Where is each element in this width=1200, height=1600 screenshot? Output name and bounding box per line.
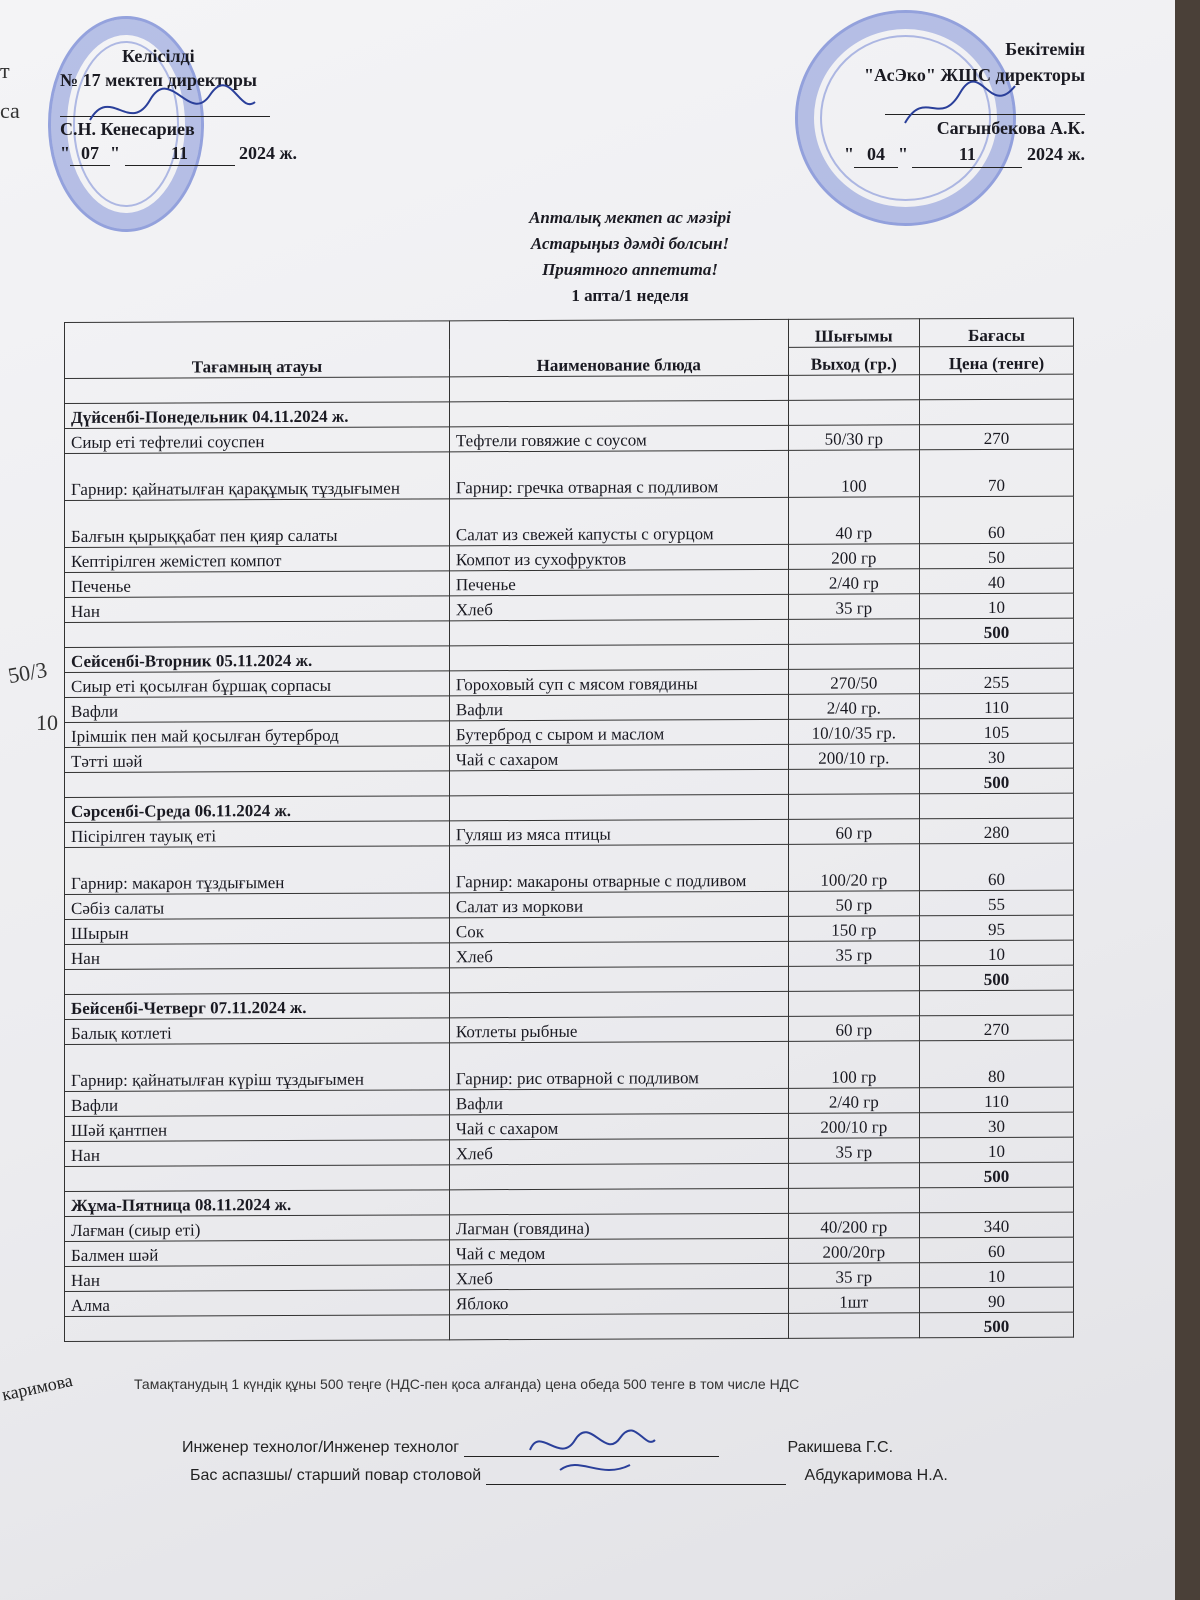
header-price-ru: Цена (тенге) — [920, 346, 1074, 375]
portion-output: 2/40 гр — [788, 569, 919, 595]
dish-name-ru: Вафли — [449, 694, 788, 720]
price-value: 60 — [920, 496, 1074, 544]
dish-name-kz: Гарнир: қайнатылған қарақұмық тұздығымен — [65, 452, 450, 501]
portion-output: 35 гр — [788, 1263, 919, 1289]
edge-fragment: т — [0, 58, 10, 83]
table-row — [65, 496, 1074, 547]
dish-name-kz: Нан — [65, 596, 450, 623]
dish-name-kz — [65, 1165, 450, 1192]
dish-name-ru: Тефтели говяжие с соусом — [449, 425, 788, 451]
portion-output: 200 гр — [788, 544, 919, 570]
edge-fragment: 10 — [36, 710, 58, 735]
dish-name-kz: Шәй қантпен — [65, 1115, 450, 1142]
approval-date-day: 04 — [854, 141, 898, 168]
dish-name-ru: Лагман (говядина) — [449, 1213, 788, 1239]
portion-output: 200/10 гр — [788, 1113, 919, 1139]
price-footnote: Тамақтанудың 1 күндік құны 500 теңге (НДС-пен қоса алғанда) цена обеда 500 тенге в том числе НДС — [134, 1376, 800, 1392]
dish-name-ru — [449, 644, 788, 670]
price-value: 500 — [920, 1312, 1074, 1338]
approval-block-left: Келісілді № 17 мектеп директоры С.Н. Кенесариев " 07 " 11 2024 ж. — [60, 44, 297, 166]
dish-name-kz: Вафли — [65, 696, 450, 723]
price-value: 90 — [920, 1287, 1074, 1313]
edge-fragment: каримова — [0, 1370, 75, 1405]
dish-name-ru — [449, 619, 788, 645]
dish-name-kz: Сиыр еті тефтелиі соуспен — [65, 427, 450, 454]
signature-name: Ракишева Г.С. — [787, 1439, 894, 1456]
dish-name-kz: Дүйсенбі-Понедельник 04.11.2024 ж. — [65, 402, 450, 429]
price-value: 500 — [920, 618, 1074, 644]
dish-name-kz: Гарнир: қайнатылған күріш тұздығымен — [65, 1043, 450, 1092]
portion-output — [788, 1188, 919, 1214]
table-row — [65, 1040, 1074, 1091]
portion-output: 100 гр — [788, 1041, 919, 1089]
price-value: 280 — [920, 818, 1074, 844]
table-row — [65, 843, 1074, 894]
dish-name-ru: Чай с сахаром — [449, 1113, 788, 1139]
dish-name-ru: Салат из свежей капусты с огурцом — [449, 497, 788, 545]
dish-name-kz — [65, 968, 450, 995]
dish-name-kz: Нан — [65, 943, 450, 970]
price-value: 95 — [920, 915, 1074, 941]
dish-name-ru: Чай с медом — [449, 1238, 788, 1264]
portion-output: 60 гр — [788, 1016, 919, 1042]
portion-output — [788, 794, 919, 820]
signature-scribble — [900, 78, 1020, 138]
header-output-kz: Шығымы — [788, 319, 919, 348]
dish-name-ru: Салат из моркови — [449, 891, 788, 917]
portion-output: 35 гр — [788, 1138, 919, 1164]
dish-name-kz: Шырын — [65, 918, 450, 945]
approval-name: Сагынбекова А.К. — [936, 118, 1085, 138]
price-value — [920, 399, 1074, 425]
price-value: 500 — [920, 965, 1074, 991]
dish-name-kz: Сәрсенбі-Среда 06.11.2024 ж. — [65, 796, 450, 823]
dish-name-ru: Котлеты рыбные — [449, 1016, 788, 1042]
dish-name-kz: Балғын қырыққабат пен қияр салаты — [65, 499, 450, 548]
dish-name-kz: Балмен шәй — [65, 1240, 450, 1267]
dish-name-ru: Гарнир: макароны отварные с подливом — [449, 844, 788, 892]
edge-fragment: са — [0, 98, 20, 123]
price-value — [920, 643, 1074, 669]
dish-name-kz: Ірімшік пен май қосылған бутерброд — [65, 721, 450, 748]
dish-name-ru: Вафли — [449, 1088, 788, 1114]
dish-name-ru: Чай с сахаром — [449, 744, 788, 770]
price-value: 30 — [920, 743, 1074, 769]
heading-line: Астарыңыз дәмді болсын! — [530, 234, 730, 253]
dish-name-ru: Хлеб — [449, 1138, 788, 1164]
dish-name-ru — [449, 991, 788, 1017]
price-value: 60 — [920, 1237, 1074, 1263]
dish-name-ru: Бутерброд с сыром и маслом — [449, 719, 788, 745]
dish-name-kz: Алма — [65, 1290, 450, 1317]
dish-name-ru — [449, 1188, 788, 1214]
price-value: 10 — [920, 1262, 1074, 1288]
dish-name-ru — [449, 966, 788, 992]
dish-name-kz: Балық котлеті — [65, 1018, 450, 1045]
portion-output: 1шт — [788, 1288, 919, 1314]
header-price-kz: Бағасы — [920, 318, 1074, 347]
dish-name-ru: Гороховый суп с мясом говядины — [449, 669, 788, 695]
price-value: 80 — [920, 1040, 1074, 1088]
dish-name-kz: Сәбіз салаты — [65, 893, 450, 920]
portion-output — [788, 644, 919, 670]
portion-output: 270/50 — [788, 669, 919, 695]
portion-output: 60 гр — [788, 819, 919, 845]
signature-scribble — [80, 80, 260, 140]
signature-scribble — [520, 1420, 660, 1490]
approval-date-year: 2024 ж. — [1026, 144, 1085, 164]
dish-name-ru — [449, 794, 788, 820]
approval-date-month: 11 — [125, 141, 235, 166]
heading-line: 1 апта/1 неделя — [571, 286, 689, 305]
dish-name-ru: Сок — [449, 916, 788, 942]
dish-name-ru: Хлеб — [449, 594, 788, 620]
approval-date-day: 07 — [70, 141, 110, 166]
signature-name: Абдукаримова Н.А. — [804, 1467, 948, 1484]
dish-name-kz: Гарнир: макарон тұздығымен — [65, 846, 450, 895]
dish-name-ru — [449, 1163, 788, 1189]
dish-name-ru: Хлеб — [449, 941, 788, 967]
approval-title: Келісілді — [122, 46, 195, 66]
price-value: 10 — [920, 593, 1074, 619]
price-value: 110 — [920, 693, 1074, 719]
price-value: 10 — [920, 940, 1074, 966]
menu-heading — [320, 205, 940, 309]
price-value: 50 — [920, 543, 1074, 569]
approval-title: Бекітемін — [1005, 39, 1085, 59]
dish-name-ru: Компот из сухофруктов — [449, 544, 788, 570]
portion-output — [788, 966, 919, 992]
price-value: 105 — [920, 718, 1074, 744]
dish-name-kz: Сейсенбі-Вторник 05.11.2024 ж. — [65, 646, 450, 673]
portion-output: 40 гр — [788, 497, 919, 545]
dish-name-kz: Вафли — [65, 1090, 450, 1117]
portion-output: 35 гр — [788, 594, 919, 620]
dish-name-ru: Гуляш из мяса птицы — [449, 819, 788, 845]
portion-output — [788, 619, 919, 645]
header-dish-ru: Наименование блюда — [449, 319, 788, 376]
dish-name-kz — [65, 621, 450, 648]
dish-name-kz: Тәтті шәй — [65, 746, 450, 773]
price-value: 30 — [920, 1112, 1074, 1138]
portion-output: 40/200 гр — [788, 1213, 919, 1239]
portion-output — [788, 991, 919, 1017]
dish-name-kz: Нан — [65, 1140, 450, 1167]
price-value: 70 — [920, 449, 1074, 497]
portion-output: 2/40 гр — [788, 1088, 919, 1114]
dish-name-ru: Хлеб — [449, 1263, 788, 1289]
dish-name-kz: Сиыр еті қосылған бұршақ сорпасы — [65, 671, 450, 698]
dish-name-ru: Гарнир: гречка отварная с подливом — [449, 450, 788, 498]
dish-name-kz: Пісірілген тауық еті — [65, 821, 450, 848]
approval-date-month: 11 — [912, 141, 1022, 168]
dish-name-kz: Кептірілген жемістеп компот — [65, 546, 450, 573]
portion-output — [788, 400, 919, 426]
dish-name-ru: Гарнир: рис отварной с подливом — [449, 1041, 788, 1089]
price-value — [920, 1187, 1074, 1213]
dish-name-ru: Яблоко — [449, 1288, 788, 1314]
approval-role: № 17 мектеп директоры — [60, 70, 257, 90]
price-value: 340 — [920, 1212, 1074, 1238]
portion-output: 2/40 гр. — [788, 694, 919, 720]
price-value: 10 — [920, 1137, 1074, 1163]
dish-name-ru — [449, 400, 788, 426]
price-value: 40 — [920, 568, 1074, 594]
portion-output: 200/10 гр. — [788, 744, 919, 770]
dish-name-kz: Печенье — [65, 571, 450, 598]
price-value: 110 — [920, 1087, 1074, 1113]
approval-role: "АсЭко" ЖШС директоры — [864, 65, 1085, 85]
edge-fragment: 50/3 — [6, 656, 49, 689]
portion-output — [788, 1163, 919, 1189]
portion-output: 50 гр — [788, 891, 919, 917]
portion-output: 50/30 гр — [788, 425, 919, 451]
price-value: 270 — [920, 1015, 1074, 1041]
price-value: 500 — [920, 768, 1074, 794]
approval-date-year: 2024 ж. — [239, 143, 298, 163]
signature-role: Инженер технолог/Инженер технолог — [182, 1439, 460, 1456]
header-output-ru: Выход (гр.) — [788, 347, 919, 376]
portion-output: 150 гр — [788, 916, 919, 942]
signature-role: Бас аспазшы/ старший повар столовой — [190, 1467, 482, 1484]
portion-output: 200/20гр — [788, 1238, 919, 1264]
price-value: 55 — [920, 890, 1074, 916]
dish-name-kz: Нан — [65, 1265, 450, 1292]
dish-name-kz: Лағман (сиыр еті) — [65, 1215, 450, 1242]
dish-name-kz — [65, 1315, 450, 1342]
dish-name-ru — [449, 1313, 788, 1339]
table-row — [65, 449, 1074, 500]
price-value: 60 — [920, 843, 1074, 891]
dish-name-ru — [449, 769, 788, 795]
header-dish-kz: Тағамның атауы — [65, 321, 450, 379]
portion-output: 100/20 гр — [788, 844, 919, 892]
price-value: 270 — [920, 424, 1074, 450]
portion-output: 35 гр — [788, 941, 919, 967]
heading-line: Приятного аппетита! — [542, 260, 718, 279]
approval-name: С.Н. Кенесариев — [60, 119, 195, 139]
portion-output — [788, 769, 919, 795]
price-value — [920, 990, 1074, 1016]
dish-name-kz — [65, 771, 450, 798]
total-row — [65, 1312, 1074, 1341]
dish-name-kz: Бейсенбі-Четверг 07.11.2024 ж. — [65, 993, 450, 1020]
heading-line: Апталық мектеп ас мәзірі — [529, 208, 731, 227]
price-value — [920, 793, 1074, 819]
weekly-menu-table — [64, 318, 1074, 1342]
portion-output: 10/10/35 гр. — [788, 719, 919, 745]
portion-output: 100 — [788, 450, 919, 498]
dish-name-ru: Печенье — [449, 569, 788, 595]
price-value: 500 — [920, 1162, 1074, 1188]
price-value: 255 — [920, 668, 1074, 694]
portion-output — [788, 1313, 919, 1339]
dish-name-kz: Жұма-Пятница 08.11.2024 ж. — [65, 1190, 450, 1217]
approval-block-right: Бекітемін "АсЭко" ЖШС директоры Сагынбекова А.К. " 04 " 11 2024 ж. — [800, 36, 1085, 168]
